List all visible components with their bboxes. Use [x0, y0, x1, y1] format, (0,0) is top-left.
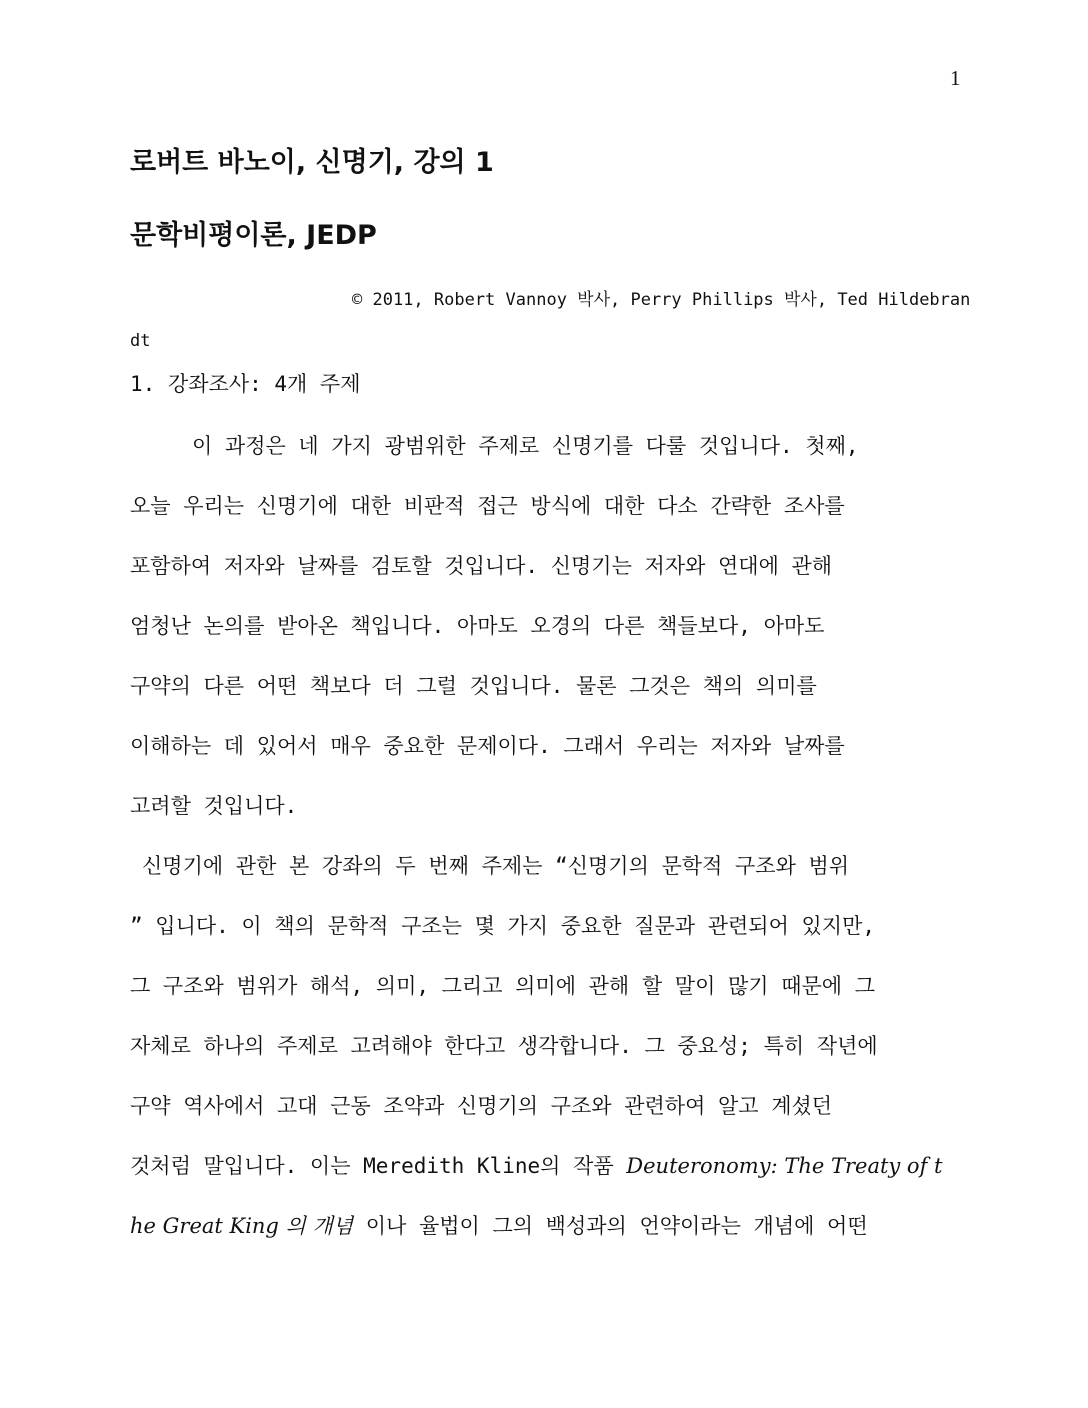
body-line: ” 입니다. 이 책의 문학적 구조는 몇 가지 중요한 질문과 관련되어 있지만,: [130, 914, 876, 938]
body-line: 엄청난 논의를 받아온 책입니다. 아마도 오경의 다른 책들보다, 아마도: [130, 614, 825, 638]
body-line: 자체로 하나의 주제로 고려해야 한다고 생각합니다. 그 중요성; 특히 작년에: [130, 1034, 878, 1058]
body-line: 그 구조와 범위가 해석, 의미, 그리고 의미에 관해 할 말이 많기 때문에 그: [130, 974, 876, 998]
body-line: 포함하여 저자와 날짜를 검토할 것입니다. 신명기는 저자와 연대에 관해: [130, 554, 833, 578]
copyright-line: © 2011, Robert Vannoy 박사, Perry Phillips 박사, Ted Hildebran: [352, 290, 971, 310]
body-text: 것처럼 말입니다. 이는 Meredith Kline의 작품: [130, 1154, 627, 1178]
document-title: 로버트 바노이, 신명기, 강의 1: [130, 147, 494, 178]
body-line: [130, 1156, 942, 1177]
body-line: 신명기에 관한 본 강좌의 두 번째 주제는 “신명기의 문학적 구조와 범위: [142, 854, 850, 878]
book-title-italic: Deuteronomy: The Treaty of t: [626, 1154, 943, 1178]
copyright-line-continued: dt: [130, 331, 151, 351]
body-line: 고려할 것입니다.: [130, 794, 298, 818]
body-line: [130, 1216, 868, 1237]
body-line: 오늘 우리는 신명기에 대한 비판적 접근 방식에 대한 다소 간략한 조사를: [130, 494, 845, 518]
body-line: 이 과정은 네 가지 광범위한 주제로 신명기를 다룰 것입니다. 첫째,: [192, 434, 859, 458]
section-heading: 1. 강좌조사: 4개 주제: [130, 372, 361, 396]
body-text: 이나 율법이 그의 백성과의 언약이라는 개념에 어떤: [353, 1214, 868, 1238]
body-line: 구약 역사에서 고대 근동 조약과 신명기의 구조와 관련하여 알고 계셨던: [130, 1094, 833, 1118]
book-title-italic: he Great King 의 개념: [130, 1214, 354, 1238]
document-subtitle: 문학비평이론, JEDP: [130, 220, 377, 251]
page-number: 1: [950, 66, 961, 90]
body-line: 이해하는 데 있어서 매우 중요한 문제이다. 그래서 우리는 저자와 날짜를: [130, 734, 845, 758]
body-line: 구약의 다른 어떤 책보다 더 그럴 것입니다. 물론 그것은 책의 의미를: [130, 674, 817, 698]
